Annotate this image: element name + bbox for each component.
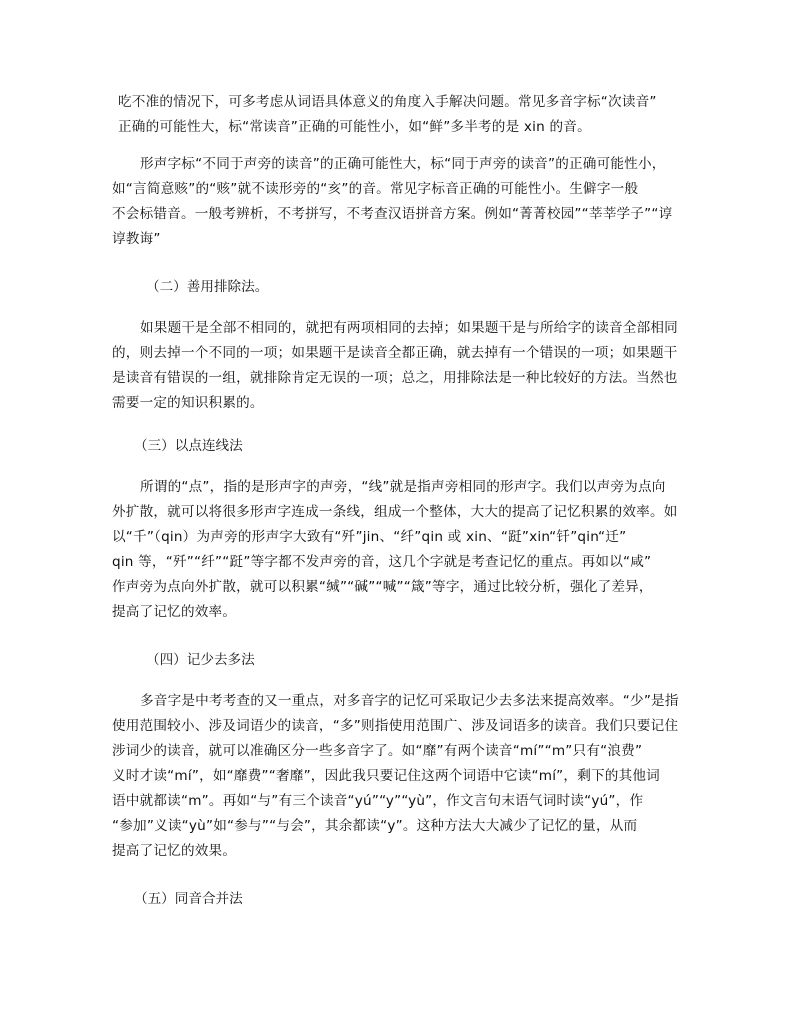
- text-line: “参加”义读“yù”如“参与”“与会”，其余都读“y”。这种方法大大减少了记忆的量，从而: [112, 818, 638, 834]
- text-line: 使用范围较小、涉及词语少的读音，“多”则指使用范围广、涉及词语多的读音。我们只要记住: [112, 718, 679, 734]
- paragraph-1: [118, 90, 718, 140]
- text-line: 如果题干是全部不相同的，就把有两项相同的去掉；如果题干是与所给字的读音全部相同: [140, 320, 678, 336]
- text-line: 谆教诲”: [112, 231, 161, 247]
- text-line: 多音字是中考考查的又一重点，对多音字的记忆可采取记少去多法来提高效率。“少”是指: [140, 693, 679, 709]
- text-line: 吃不准的情况下，可多考虑从词语具体意义的角度入手解决问题。常见多音字标“次读音”: [118, 94, 657, 110]
- text-line: 形声字标“不同于声旁的读音”的正确可能性大，标“同于声旁的读音”的正确可能性小，: [140, 156, 666, 172]
- text-line: 提高了记忆的效率。: [112, 604, 237, 620]
- text-line: qin 等，“歼”“纤”“跹”等字都不发声旁的音，这几个字就是考查记忆的重点。再如以“咸”: [112, 554, 652, 570]
- text-line: 需要一定的知识积累的。: [112, 395, 264, 411]
- text-line: 如“言简意赅”的“赅”就不读形旁的“亥”的音。常见字标音正确的可能性小。生僻字一般: [112, 181, 639, 197]
- section-heading-2: （二）善用排除法。: [146, 279, 269, 295]
- text-line: 涉词少的读音，就可以准确区分一些多音字了。如“靡”有两个读音“mí”“m”只有“浪费”: [112, 743, 643, 759]
- text-line: 提高了记忆的效果。: [112, 843, 237, 859]
- paragraph-2: [112, 152, 712, 252]
- text-line: 外扩散，就可以将很多形声字连成一条线，组成一个整体，大大的提高了记忆积累的效率。如: [112, 504, 678, 520]
- section-heading-3: （三）以点连线法: [134, 438, 243, 454]
- paragraph-3: [112, 316, 712, 416]
- section-heading-5: （五）同音合并法: [134, 891, 243, 907]
- text-line: 正确的可能性大，标“常读音”正确的可能性小，如“鲜”多半考的是 xin 的音。: [118, 119, 591, 135]
- paragraph-5: [112, 689, 712, 864]
- text-line: 义时才读“mí”，如“靡费”“奢靡”，因此我只要记住这两个词语中它读“mí”，剩下的其他词: [112, 768, 660, 784]
- text-line: 以“千”（qin）为声旁的形声字大致有“歼”jin、“纤”qin 或 xin、“跹”xin“钎”qin“迁”: [112, 529, 627, 545]
- text-line: 不会标错音。一般考辨析，不考拼写，不考查汉语拼音方案。例如“菁菁校园”“莘莘学子”“谆: [112, 206, 673, 222]
- text-line: 的，则去掉一个不同的一项；如果题干是读音全都正确，就去掉有一个错误的一项；如果题干: [112, 345, 678, 361]
- paragraph-4: [112, 475, 712, 625]
- text-line: 作声旁为点向外扩散，就可以积累“缄”“碱”“喊”“箴”等字，通过比较分析，强化了差异，: [112, 579, 653, 595]
- section-heading-4: （四）记少去多法: [146, 652, 255, 668]
- text-line: 所谓的“点”，指的是形声字的声旁，“线”就是指声旁相同的形声字。我们以声旁为点向: [140, 479, 666, 495]
- text-line: 是读音有错误的一组，就排除肯定无误的一项；总之，用排除法是一种比较好的方法。当然也: [112, 370, 678, 386]
- text-line: 语中就都读“m”。再如“与”有三个读音“yú”“y”“yù”，作文言句末语气词时读“yú”，作: [112, 793, 644, 809]
